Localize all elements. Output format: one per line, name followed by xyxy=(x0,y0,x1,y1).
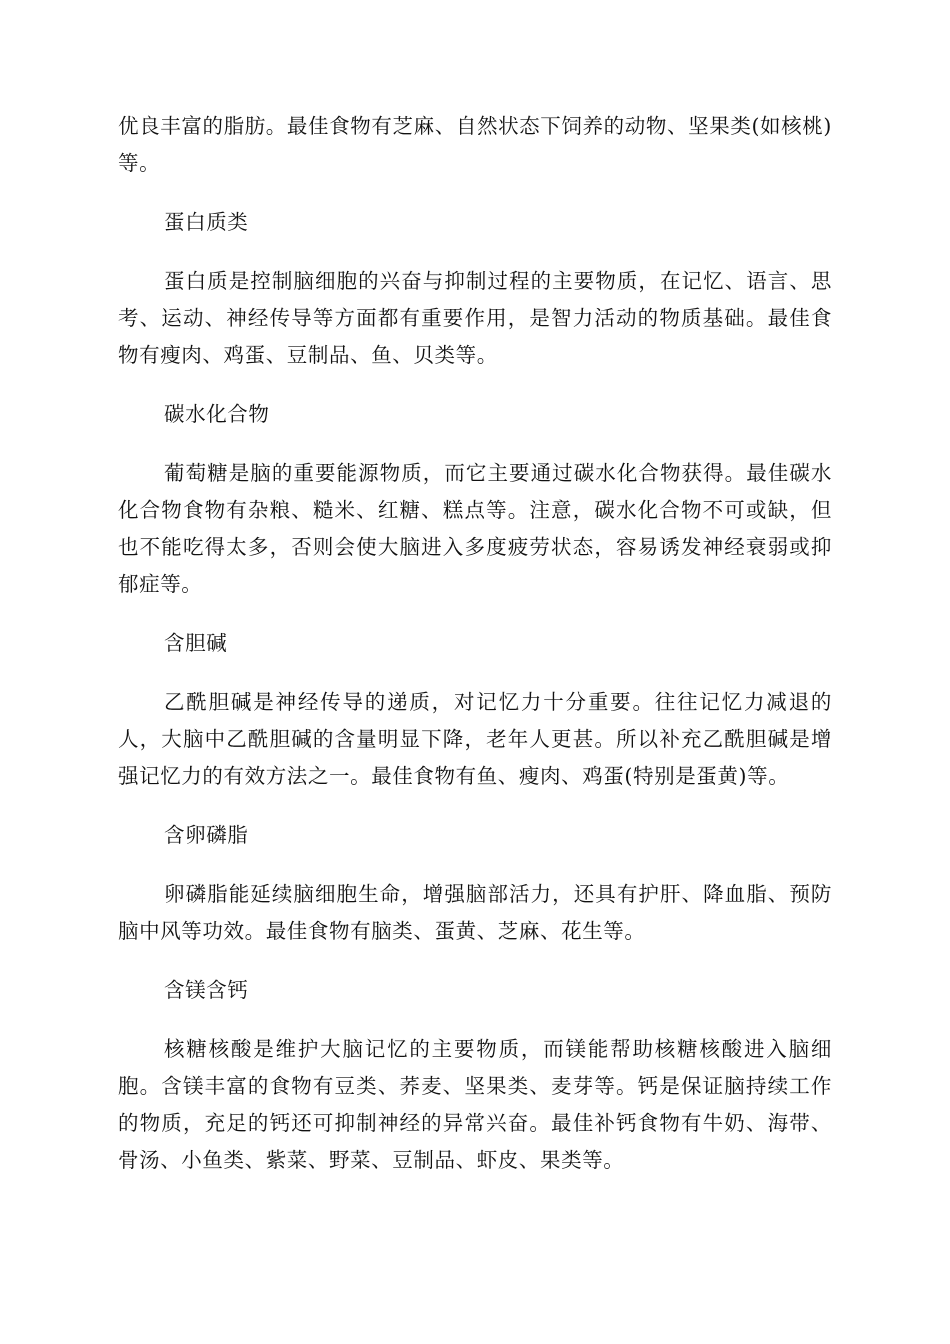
spacer xyxy=(118,854,832,876)
spacer xyxy=(118,241,832,263)
section-body-lecithin: 卵磷脂能延续脑细胞生命，增强脑部活力，还具有护肝、降血脂、预防脑中风等功效。最佳食物有脑类、蛋黄、芝麻、花生等。 xyxy=(118,882,832,943)
spacer xyxy=(118,795,832,817)
spacer xyxy=(118,950,832,972)
spacer xyxy=(118,182,832,204)
section-heading-choline: 含胆碱 xyxy=(164,631,228,655)
section-heading-protein: 蛋白质类 xyxy=(164,210,249,234)
section-heading-carbohydrate: 碳水化合物 xyxy=(164,402,270,426)
section-body-magnesium-calcium: 核糖核酸是维护大脑记忆的主要物质，而镁能帮助核糖核酸进入脑细胞。含镁丰富的食物有豆类、荞麦、坚果类、麦芽等。钙是保证脑持续工作的物质，充足的钙还可抑制神经的异常兴奋。最佳补钙食物有牛奶、海带、骨汤、小鱼类、紫菜、野菜、豆制品、虾皮、果类等。 xyxy=(118,1037,832,1172)
intro-paragraph: 优良丰富的脂肪。最佳食物有芝麻、自然状态下饲养的动物、坚果类(如核桃)等。 xyxy=(118,114,832,175)
spacer xyxy=(118,1009,832,1031)
document-page xyxy=(118,108,832,1179)
spacer xyxy=(118,662,832,684)
spacer xyxy=(118,374,832,396)
section-body-protein: 蛋白质是控制脑细胞的兴奋与抑制过程的主要物质，在记忆、语言、思考、运动、神经传导等方面都有重要作用，是智力活动的物质基础。最佳食物有瘦肉、鸡蛋、豆制品、鱼、贝类等。 xyxy=(118,269,832,367)
spacer xyxy=(118,433,832,455)
section-body-carbohydrate: 葡萄糖是脑的重要能源物质，而它主要通过碳水化合物获得。最佳碳水化合物食物有杂粮、糙米、红糖、糕点等。注意，碳水化合物不可或缺，但也不能吃得太多，否则会使大脑进入多度疲劳状态，容易诱发神经衰弱或抑郁症等。 xyxy=(118,461,832,596)
section-heading-lecithin: 含卵磷脂 xyxy=(164,823,249,847)
spacer xyxy=(118,603,832,625)
section-body-choline: 乙酰胆碱是神经传导的递质，对记忆力十分重要。往往记忆力减退的人，大脑中乙酰胆碱的含量明显下降，老年人更甚。所以补充乙酰胆碱是增强记忆力的有效方法之一。最佳食物有鱼、瘦肉、鸡蛋(特别是蛋黄)等。 xyxy=(118,690,832,788)
section-heading-magnesium-calcium: 含镁含钙 xyxy=(164,978,249,1002)
